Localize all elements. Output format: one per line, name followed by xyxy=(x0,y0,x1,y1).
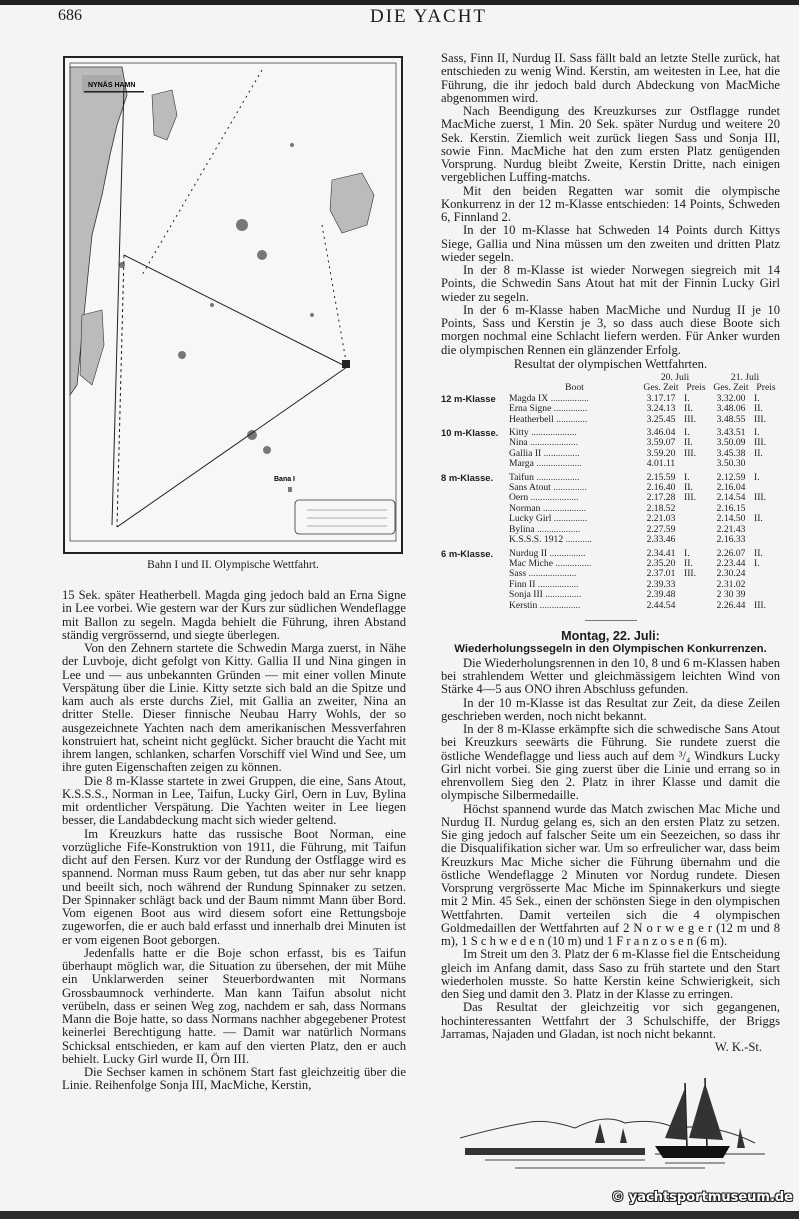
time-day-1: 3.24.13 xyxy=(646,404,676,415)
prize-day-1: II. xyxy=(684,404,693,415)
time-day-2: 2.23.44 xyxy=(716,558,746,569)
time-day-1: 2.15.59 xyxy=(646,471,676,483)
leader-dots: .................... xyxy=(527,438,579,449)
boat-name-cell xyxy=(509,580,640,590)
boat-name-cell xyxy=(509,493,640,503)
time-day-1: 2.37.01 xyxy=(646,569,676,580)
prize-day-1: I. xyxy=(684,471,690,483)
prize-day-1 xyxy=(682,525,710,535)
prize-day-2: II. xyxy=(754,514,763,525)
table-row xyxy=(441,394,780,404)
boat-name: Kitty xyxy=(509,427,529,439)
paragraph: Jedenfalls hatte er die Boje schon erfasst, bis es Taifun überhaupt möglich war, die Situation zu übersehen, der mit Mühe ein Unklarwerden seiner Steuerbordwanten mit Normans Grossbaumnock verhinderte. Man kann Taifun absolut nicht verübeln, dass er seinen Weg zog, nachdem er sah, dass Normans Mann die Boje hatte, so dass Normans nachher abgegebener Protest keinerlei Berechtigung hatte. — Damit war natürlich Normans Schicksal entschieden, er kam auf den vierten Platz, den er auch behielt. Lucky Girl wurde II, Örn III. xyxy=(62,945,406,1066)
boat-name: Nurdug II xyxy=(509,547,548,559)
results-table xyxy=(441,373,780,611)
boat-name: Bylina xyxy=(509,524,535,535)
boat-name-cell xyxy=(509,404,640,414)
boat-name: Kerstin xyxy=(509,600,538,611)
boat-name-cell xyxy=(509,483,640,493)
class-spacer xyxy=(441,580,509,590)
class-label: 8 m-Klasse. xyxy=(441,471,494,483)
prize-day-2: I. xyxy=(754,427,760,439)
prize-day-1: I. xyxy=(684,547,690,559)
boat-name: Oern xyxy=(509,493,529,504)
time-day-1: 2.17.28 xyxy=(646,493,676,504)
paragraph: Sass, Finn II, Nurdug II. Sass fällt bald an letzte Stelle zurück, hat entschieden zu wenig Wind. Kerstin, am weitesten in Lee, hat die Führung, die ihr jedoch bald durch Abdeckung von MacMiche abgenommen wird. xyxy=(441,51,780,105)
leader-dots: ............... xyxy=(542,590,582,601)
time-day-1: 3.25.45 xyxy=(646,414,676,425)
time-day-2: 2.14.50 xyxy=(716,514,746,525)
leader-dots: ............... xyxy=(541,448,580,459)
course-map xyxy=(62,55,404,555)
paragraph: Mit den beiden Regatten war somit die olympische Konkurrenz in der 12 m-Klasse entschieden: 14 Points, Schweden 6, Finnland 2. xyxy=(441,183,780,224)
time-day-2: 2.14.54 xyxy=(716,493,746,504)
paragraph: Nach Beendigung des Kreuzkurses zur Ostflagge rundet MacMiche zuerst, 1 Min. 20 Sek. später Nurdug und weitere 20 Sek. Kerstin. Ziemlich weit zurück liegen Sass und Sonja III, sowie Finn. MacMiche hat den zum ersten Platz genügenden Vorsprung. Nurdug bleibt Zweite, Kerstin Dritte, nach einigen vergeblichen Luffing-matchs. xyxy=(441,104,780,185)
boat-name-cell xyxy=(509,601,640,611)
prize-day-1 xyxy=(682,580,710,590)
left-column-text xyxy=(62,589,406,1093)
boat-name: K.S.S.S. 1912 xyxy=(509,535,564,546)
page-number: 686 xyxy=(58,7,82,24)
time-day-2: 2.31.02 xyxy=(716,579,746,590)
class-spacer xyxy=(441,483,509,493)
prize-day-2 xyxy=(752,535,780,547)
prize-day-1: II. xyxy=(684,558,693,569)
boat-name: Magda IX xyxy=(509,393,549,404)
class-spacer xyxy=(441,415,509,427)
prize-day-2: III. xyxy=(754,600,766,611)
prize-day-2: II. xyxy=(754,448,763,459)
time-day-2: 2.30.24 xyxy=(716,569,746,580)
paragraph: Die Sechser kamen in schönem Start fast gleichzeitig über die Linie. Reihenfolge Sonja III, MacMiche, Kerstin, xyxy=(62,1065,406,1093)
header-prize-1: Preis xyxy=(686,383,706,394)
paragraph: In der 6 m-Klasse haben MacMiche und Nurdug II je 10 Points, Sass und Kerstin je 3, so dass auch diese Boote sich morgen nochmal eine Schlacht liefern werden. Für Anker wurden die olympischen Rennen ein glänzender Erfolg. xyxy=(441,302,780,357)
leader-dots: ................. xyxy=(535,579,579,590)
boat-name-cell xyxy=(509,394,640,404)
time-day-1: 2.27.59 xyxy=(646,524,676,535)
prize-day-2 xyxy=(752,569,780,579)
paragraph: Von den Zehnern startete die Schwedin Marga zuerst, in Nähe der Luvboje, dicht gefolgt von Kitty. Gallia II und Nina gingen in Lee und — aus unbekannten Gründen — mit einer vollen Minute Verspätung über die Linie. Kitty setzte sich bald an die Spitze und kam auch als erste durchs Ziel, mit Gallia an zweiter, Nina an dritter Stelle. Dieser finnische Neubau Harry Wohls, der so ausgezeichnete Yachten nach dem amerikanischen Messverfahren konstruiert hat, scheint nicht geglückt. Sicher braucht die Yacht mit ihrem langen, schlanken, scharfen Vorschiff viel Wind und See, um ihre guten Eigenschaften zeigen zu können. xyxy=(62,641,406,775)
time-day-1: 2.35.20 xyxy=(646,558,676,569)
boat-name: Sans Atout xyxy=(509,483,551,494)
class-spacer xyxy=(441,601,509,611)
boat-name-cell xyxy=(509,415,640,427)
class-spacer xyxy=(441,404,509,414)
class-spacer xyxy=(441,569,509,579)
author-signature: W. K.-St. xyxy=(714,1040,762,1055)
section-body-text xyxy=(441,657,780,1055)
class-spacer xyxy=(441,459,509,471)
prize-day-1 xyxy=(682,504,710,514)
boat-name: Erna Signe xyxy=(509,404,552,415)
prize-day-2 xyxy=(752,459,780,471)
prize-day-1: III. xyxy=(684,448,696,459)
time-day-2: 3.50.30 xyxy=(716,459,746,470)
watermark: © yachtsportmuseum.de xyxy=(611,1190,793,1206)
table-row xyxy=(441,569,780,579)
paragraph: Das Resultat der gleichzeitig vor sich gegangenen, hochinteressanten Wettfahrt der 3 Schulschiffe, der Briggs Jarramas, Najaden und Gladan, ist noch nicht bekannt. xyxy=(441,1000,780,1041)
map-caption: Bahn I und II. Olympische Wettfahrt. xyxy=(147,559,319,571)
prize-day-2: III. xyxy=(754,493,766,504)
prize-day-2: III. xyxy=(754,438,766,449)
table-row xyxy=(441,493,780,503)
prize-day-2: I. xyxy=(754,471,760,483)
boat-name: Taifun xyxy=(509,471,534,483)
class-label: 10 m-Klasse. xyxy=(441,427,499,439)
time-day-2: 2.21.43 xyxy=(716,524,746,535)
leader-dots: ............. xyxy=(553,414,588,425)
boat-name-cell xyxy=(509,504,640,514)
table-row xyxy=(441,504,780,514)
time-day-2: 3.50.09 xyxy=(716,438,746,449)
leader-dots: ................ xyxy=(548,393,589,404)
table-row xyxy=(441,590,780,600)
time-day-1: 2.16.40 xyxy=(646,483,676,494)
time-day-1: 2.39.48 xyxy=(646,590,676,601)
leader-dots: ................... xyxy=(528,427,577,439)
class-spacer xyxy=(441,438,509,448)
table-row xyxy=(441,514,780,524)
prize-day-1: II. xyxy=(684,483,693,494)
boat-name: Lucky Girl xyxy=(509,514,552,525)
prize-day-1 xyxy=(682,590,710,600)
boat-name-cell xyxy=(509,559,640,569)
leader-dots: .................... xyxy=(528,493,579,504)
prize-day-1 xyxy=(682,535,710,547)
scan-bottom-edge xyxy=(0,1211,799,1219)
table-row xyxy=(441,438,780,448)
table-row xyxy=(441,483,780,493)
results-title: Resultat der olympischen Wettfahrten. xyxy=(513,356,708,371)
leader-dots: .................. xyxy=(533,471,580,483)
boat-name-cell xyxy=(509,514,640,524)
time-day-2: 3.48.55 xyxy=(716,414,746,425)
time-day-2: 2.12.59 xyxy=(716,471,746,483)
header-row xyxy=(441,373,780,383)
leader-dots: .............. xyxy=(551,514,588,525)
paragraph: 15 Sek. später Heatherbell. Magda ging jedoch bald an Erna Signe in Lee vorbei. Wie gestern war der Kurs zur südlichen Wendeflagge mit Ballon zu segeln. Magda behielt die Führung, ihren Abstand ständig vergrössernd, und siegte überlegen. xyxy=(62,588,406,642)
paragraph: Im Streit um den 3. Platz der 6 m-Klasse fiel die Entscheidung gleich im Anfang damit, dass Saso zu früh startete und den Start wiederholen musste. So hatte Kerstin keine Schwierigkeit, sich den Sieg und damit den 3. Platz in der Klasse zu erringen. xyxy=(441,947,780,1002)
prize-day-1: III. xyxy=(684,414,696,425)
running-head: DIE YACHT xyxy=(370,6,488,27)
class-spacer xyxy=(441,590,509,600)
boat-name-cell xyxy=(509,459,640,471)
table-row xyxy=(441,601,780,611)
boat-name-cell xyxy=(509,569,640,579)
table-row xyxy=(441,404,780,414)
prize-day-2 xyxy=(752,590,780,600)
paragraph: Die Wiederholungsrennen in den 10, 8 und 6 m-Klassen haben bei strahlendem Wetter und gleichmässigem leichten Wind von Stärke 4—5 aus ONO ihren Abschluss gefunden. xyxy=(441,655,780,697)
boat-name: Norman xyxy=(509,503,541,514)
table-row xyxy=(441,459,780,471)
paragraph: Die 8 m-Klasse startete in zwei Gruppen, die eine, Sans Atout, K.S.S.S., Norman in Lee, Taifun, Lucky Girl, Oern in Luv, Bylina mit ordentlicher Verspätung. Die Yachten weiter in Lee liegen besser, die Landabdeckung macht sich wieder geltend. xyxy=(62,773,406,828)
time-day-1: 2.18.52 xyxy=(646,503,676,514)
time-day-1: 2.34.41 xyxy=(646,547,676,559)
class-label: 6 m-Klasse. xyxy=(441,547,494,559)
header-row xyxy=(441,383,780,393)
paragraph: In der 10 m-Klasse hat Schweden 14 Points durch Kittys Siege, Gallia und Nina müssen um den zweiten und dritten Platz wieder segeln. xyxy=(441,223,780,264)
prize-day-2 xyxy=(752,580,780,590)
time-day-1: 3.46.04 xyxy=(646,427,676,439)
leader-dots: ............... xyxy=(552,558,592,569)
prize-day-2: II. xyxy=(754,547,763,559)
table-row xyxy=(441,449,780,459)
time-day-2: 3.48.06 xyxy=(716,404,746,415)
time-day-2: 3.45.38 xyxy=(716,448,746,459)
class-spacer xyxy=(441,535,509,547)
time-day-2: 2.26.44 xyxy=(716,600,746,611)
boat-name: Mac Miche xyxy=(509,558,553,569)
class-spacer xyxy=(441,504,509,514)
leader-dots: .................. xyxy=(534,524,581,535)
leader-dots: ............... xyxy=(547,547,586,559)
leader-dots: ................... xyxy=(533,459,582,470)
leader-dots: .................. xyxy=(540,503,587,514)
table-row xyxy=(441,535,780,547)
paragraph: Im Kreuzkurs hatte das russische Boot Norman, eine vorzügliche Fife-Konstruktion von 1911, die Führung, mit Taifun dicht auf den Fersen. Kurz vor der Rundung der Ostflagge wird es spannend. Norman muss Raum geben, tut das aber nur sehr knapp und beeilt sich, noch während der Rundung Spinnaker zu setzen. Der Spinnaker schlägt back und der Baum nimmt Mann über Bord. Vom eigenen Boot aus wird diesem sofort eine Rettungsboje zugeworfen, die er auch bald erfasst und innerhalb drei Minuten ist er vom eigenen Boot geborgen. xyxy=(62,826,406,947)
prize-day-2: I. xyxy=(754,393,760,404)
leader-dots: .................... xyxy=(526,569,577,580)
section-subtitle: Wiederholungssegeln in den Olympischen Konkurrenzen. xyxy=(454,642,767,655)
boat-name: Gallia II xyxy=(509,448,542,459)
time-day-1: 2.39.33 xyxy=(646,579,676,590)
paragraph: Höchst spannend wurde das Match zwischen Mac Miche und Nurdug II. Nurdug gelang es, sich an den ersten Platz zu setzen. Sie ging jedoch auf falscher Seite um ein Seezeichen, so dass ihr die Disqualifikation sicher war. Um so erfreulicher war, dass beim Kreuzkurs Mac Miche sicher die Führung übernahm und die östliche Wendeflagge 2 Minuten vor Nordug rundete. Diesen Vorsprung vergrösserte Mac Miche im Spinnakerkurs und siegte mit 2 Min. 45 Sek., einen der schönsten Siege in den olympischen Wettfahrten. Damit verteilen sich die 4 olympischen Goldmedaillen der Wettfahrten auf 2 N o r w e g e r (12 m und 8 m), 1 S c h w e d e n (10 m) und 1 F r a n z o s e n (6 m). xyxy=(441,801,780,949)
time-day-1: 3.59.20 xyxy=(646,448,676,459)
header-time-2: Ges. Zeit xyxy=(713,383,749,394)
header-day-2: 21. Juli xyxy=(730,373,760,383)
prize-day-1: I. xyxy=(684,393,690,404)
table-row xyxy=(441,427,780,439)
leader-dots: ................. xyxy=(537,600,581,611)
time-day-2: 3.32.00 xyxy=(716,393,746,404)
prize-day-1 xyxy=(682,459,710,471)
time-day-2: 2 30 39 xyxy=(716,590,746,601)
header-spacer xyxy=(441,373,509,383)
boat-name: Sonja III xyxy=(509,590,543,601)
prize-day-1 xyxy=(682,601,710,611)
boat-name: Marga xyxy=(509,459,534,470)
boat-name: Finn II xyxy=(509,579,536,590)
time-day-2: 2.16.04 xyxy=(716,483,746,494)
class-spacer xyxy=(441,559,509,569)
right-column xyxy=(441,0,793,1206)
map-town-label: NYNÄS HAMN xyxy=(88,82,136,89)
prize-day-2: I. xyxy=(754,558,760,569)
table-row xyxy=(441,415,780,427)
time-day-1: 2.33.46 xyxy=(646,535,676,546)
paragraph: In der 8 m-Klasse erkämpfte sich die schwedische Sans Atout bei Kreuzkurs seewärts die Führung. Sie rundete zuerst die östliche Wendeflagge und liess auch auf dem ³/₄ Windkurs Lucky Girl nicht vorbei. Sie ging zuerst über die Linie und errang so in ehrenvollem Sieg den 2. Platz in ihrer Klasse und damit die olympische Silbermedaille. xyxy=(441,722,780,803)
section-divider xyxy=(585,620,637,621)
time-day-1: 3.17.17 xyxy=(646,393,676,404)
boat-name-cell xyxy=(509,427,640,439)
class-spacer xyxy=(441,514,509,524)
section-date-heading: Montag, 22. Juli: xyxy=(561,628,660,643)
time-day-2: 3.43.51 xyxy=(716,427,746,439)
prize-day-2: III. xyxy=(754,414,766,425)
time-day-1: 2.44.54 xyxy=(646,600,676,611)
prize-day-1 xyxy=(682,514,710,524)
boat-name-cell xyxy=(509,471,640,483)
boat-name-cell xyxy=(509,438,640,448)
prize-day-2: II. xyxy=(754,404,763,415)
boat-name: Heatherbell xyxy=(509,414,554,425)
table-row xyxy=(441,559,780,569)
boat-name-cell xyxy=(509,449,640,459)
boat-name-cell xyxy=(509,525,640,535)
right-column-text xyxy=(441,52,780,371)
prize-day-1: II. xyxy=(684,438,693,449)
boat-name: Nina xyxy=(509,438,528,449)
table-row xyxy=(441,580,780,590)
header-spacer xyxy=(509,373,640,383)
header-spacer xyxy=(441,383,509,393)
boat-name-cell xyxy=(509,547,640,559)
class-spacer xyxy=(441,525,509,535)
boat-name-cell xyxy=(509,535,640,547)
prize-day-2 xyxy=(752,525,780,535)
header-boot: Boot xyxy=(565,383,584,394)
table-row xyxy=(441,547,780,559)
prize-day-2 xyxy=(752,483,780,493)
map-legend-bana-1: Bana I xyxy=(274,476,296,483)
prize-day-1: III. xyxy=(684,569,696,580)
paragraph: In der 8 m-Klasse ist wieder Norwegen siegreich mit 14 Points, die Schwedin Sans Atout hat mit der Finnin Lucky Girl wieder zu segeln. xyxy=(441,263,780,304)
table-row xyxy=(441,525,780,535)
class-spacer xyxy=(441,493,509,503)
map-legend-bana-2: II xyxy=(288,487,292,494)
prize-day-1: I. xyxy=(684,427,690,439)
leader-dots: .............. xyxy=(551,404,588,415)
leader-dots: ........... xyxy=(563,535,592,546)
boat-name: Sass xyxy=(509,569,527,580)
leader-dots: .............. xyxy=(550,483,587,494)
prize-day-1: III. xyxy=(684,493,696,504)
time-day-2: 2.16.33 xyxy=(716,535,746,546)
sailing-ship-illustration xyxy=(455,1068,775,1188)
class-spacer xyxy=(441,449,509,459)
time-day-2: 2.16.15 xyxy=(716,503,746,514)
table-row xyxy=(441,471,780,483)
time-day-1: 2.21.03 xyxy=(646,514,676,525)
class-label: 12 m-Klasse xyxy=(441,393,496,404)
header-time-1: Ges. Zeit xyxy=(643,383,679,394)
paragraph: In der 10 m-Klasse ist das Resultat zur Zeit, da diese Zeilen geschrieben werden, noch nicht bekannt. xyxy=(441,695,780,723)
header-prize-2: Preis xyxy=(756,383,776,394)
time-day-1: 3.59.07 xyxy=(646,438,676,449)
boat-name-cell xyxy=(509,590,640,600)
time-day-1: 4.01.11 xyxy=(646,459,676,470)
prize-day-2 xyxy=(752,504,780,514)
header-day-1: 20. Juli xyxy=(660,373,690,383)
time-day-2: 2.26.07 xyxy=(716,547,746,559)
